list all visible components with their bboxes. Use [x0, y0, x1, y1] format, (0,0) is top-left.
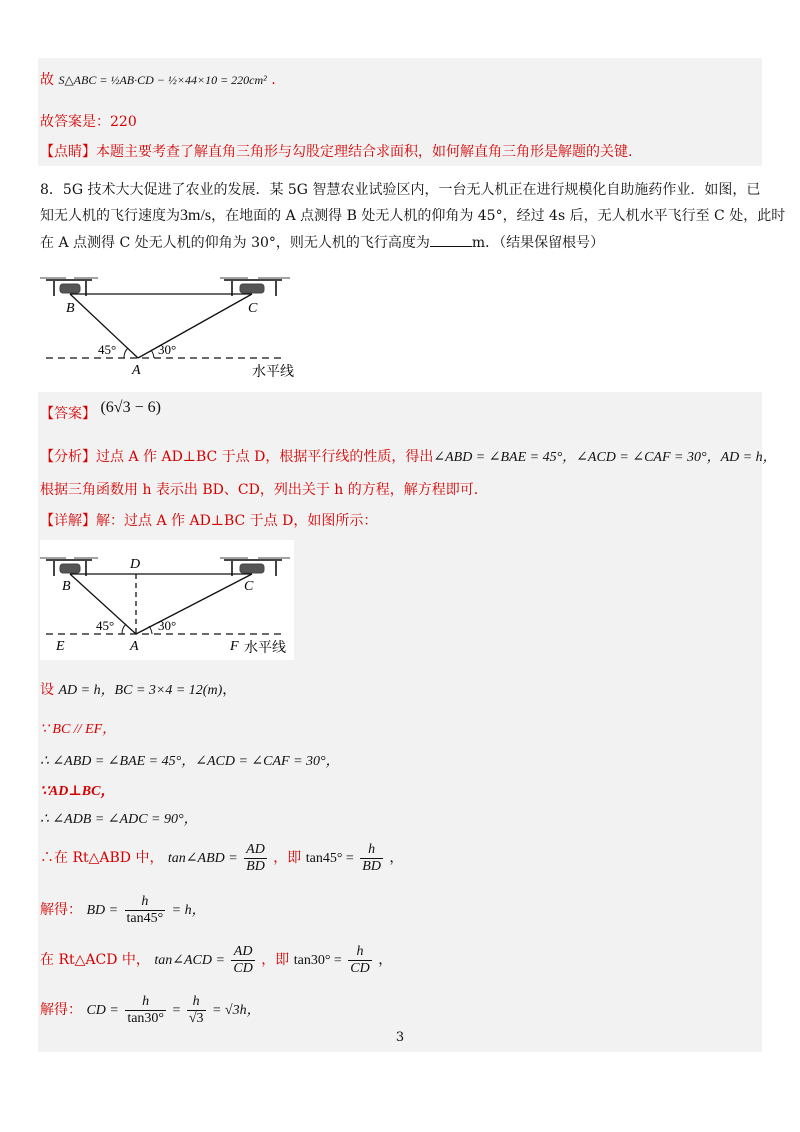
figure-solution [40, 540, 294, 660]
angle-arc-left [124, 348, 128, 358]
angle-arc-right [151, 350, 154, 358]
angle-label-45: 45° [98, 342, 117, 357]
area-conclusion: 故 S△ABC = ½AB·CD − ½×44×10 = 220cm² . [40, 72, 276, 88]
step-7: 解得： BD = $\frac{h}{\tan 45^\circ}$ = h， [40, 893, 206, 926]
prev-answer-line: 故答案是：220 [40, 114, 137, 130]
step-4: ∵AD⊥BC， [40, 784, 115, 799]
answer-blank [430, 232, 472, 247]
fraction-h-cd: $\frac{h}{CD}$ [350, 943, 370, 976]
fraction-ad-bd: $\frac{AD}{BD}$ [246, 841, 265, 874]
angle-label-45-2: 45° [96, 618, 115, 633]
segment-ac [138, 294, 252, 358]
figure-drone-problem [40, 266, 302, 384]
answer-value: (6√3 − 6) [100, 399, 161, 416]
label-c-2: C [244, 579, 254, 594]
fraction-h-bd: $\frac{h}{BD}$ [362, 841, 381, 874]
fraction-h-tan45: $\frac{h}{\tan 45^\circ}$ [126, 893, 164, 926]
label-a-2: A [130, 639, 139, 654]
step-5: ∴ ∠ADB = ∠ADC = 90°， [40, 812, 198, 827]
detail-intro: 【详解】解：过点 A 作 AD⊥BC 于点 D，如图所示： [40, 513, 378, 529]
fraction-h-tan30: $\frac{h}{\tan 30^\circ}$ [127, 993, 165, 1026]
question-8-line-1: 8．5G 技术大大促进了农业的发展．某 5G 智慧农业试验区内，一台无人机正在进行规模化自助施药作业．如图，已 [40, 182, 761, 198]
step-3: ∴ ∠ABD = ∠BAE = 45°，∠ACD = ∠CAF = 30°， [40, 754, 340, 769]
figure-solution-svg [40, 540, 294, 660]
step-8: 在 Rt△ACD 中， tan∠ACD = $\frac{AD}{CD}$ ，即 tan30° = $\frac{h}{CD}$ ， [40, 943, 393, 976]
question-8-line-2: 知无人机的飞行速度为3m/s，在地面的 A 点测得 B 处无人机的仰角为 45°，经过 4s 后，无人机水平飞行至 C 处，此时 [40, 207, 786, 224]
drone-b-icon-2 [40, 558, 98, 576]
fraction-ad-cd: $\frac{AD}{CD}$ [233, 943, 253, 976]
label-horizon: 水平线 [252, 364, 294, 380]
drone-b-icon [40, 278, 98, 296]
angle-label-30: 30° [158, 342, 177, 357]
analysis-line-1: 【分析】过点 A 作 AD⊥BC 于点 D，根据平行线的性质，得出∠ABD = ∠BAE = 45°，∠ACD = ∠CAF = 30°，AD = h， [40, 449, 777, 465]
angle-label-30-2: 30° [158, 618, 177, 633]
angle-arc-left-2 [122, 624, 126, 634]
label-c: C [248, 301, 258, 316]
drone-c-icon-2 [220, 558, 290, 576]
area-formula: S△ABC = ½AB·CD − ½×44×10 = 220cm² [58, 73, 267, 87]
page-number: 3 [395, 1030, 405, 1045]
step-6: ∴在 Rt△ABD 中， tan∠ABD = $\frac{AD}{BD}$ ，即 tan45° = $\frac{h}{BD}$ ， [40, 841, 404, 874]
label-b: B [66, 301, 75, 316]
label-d-2: D [130, 557, 141, 572]
answer-line: 【答案】 (6√3 − 6) [40, 399, 161, 422]
fraction-h-sqrt3: $\frac{h}{√3}$ [188, 993, 204, 1026]
step-1: 设 AD = h，BC = 3×4 = 12(m)， [40, 682, 237, 698]
figure-drone-svg [40, 266, 302, 384]
label-b-2: B [62, 579, 71, 594]
speed-value: 3m/s [180, 207, 212, 224]
prev-note: 【点睛】本题主要考查了解直角三角形与勾股定理结合求面积，如何解直角三角形是解题的关键. [40, 144, 633, 160]
label-a: A [132, 363, 141, 378]
analysis-line-2: 根据三角函数用 h 表示出 BD、CD，列出关于 h 的方程，解方程即可． [40, 482, 488, 498]
drone-c-icon [220, 278, 290, 296]
question-8-line-3: 在 A 点测得 C 处无人机的仰角为 30°，则无人机的飞行高度为 m．（结果保留根号） [40, 232, 604, 253]
step-2: ∵ BC // EF， [40, 722, 117, 737]
label-e-2: E [56, 639, 65, 654]
segment-ac-2 [136, 574, 252, 634]
label-f-2: F [230, 639, 239, 654]
step-9: 解得： CD = $\frac{h}{\tan 30^\circ}$ = $\frac{h}{√3}$ = √3h， [40, 993, 261, 1026]
label-horizon-2: 水平线 [244, 640, 286, 656]
